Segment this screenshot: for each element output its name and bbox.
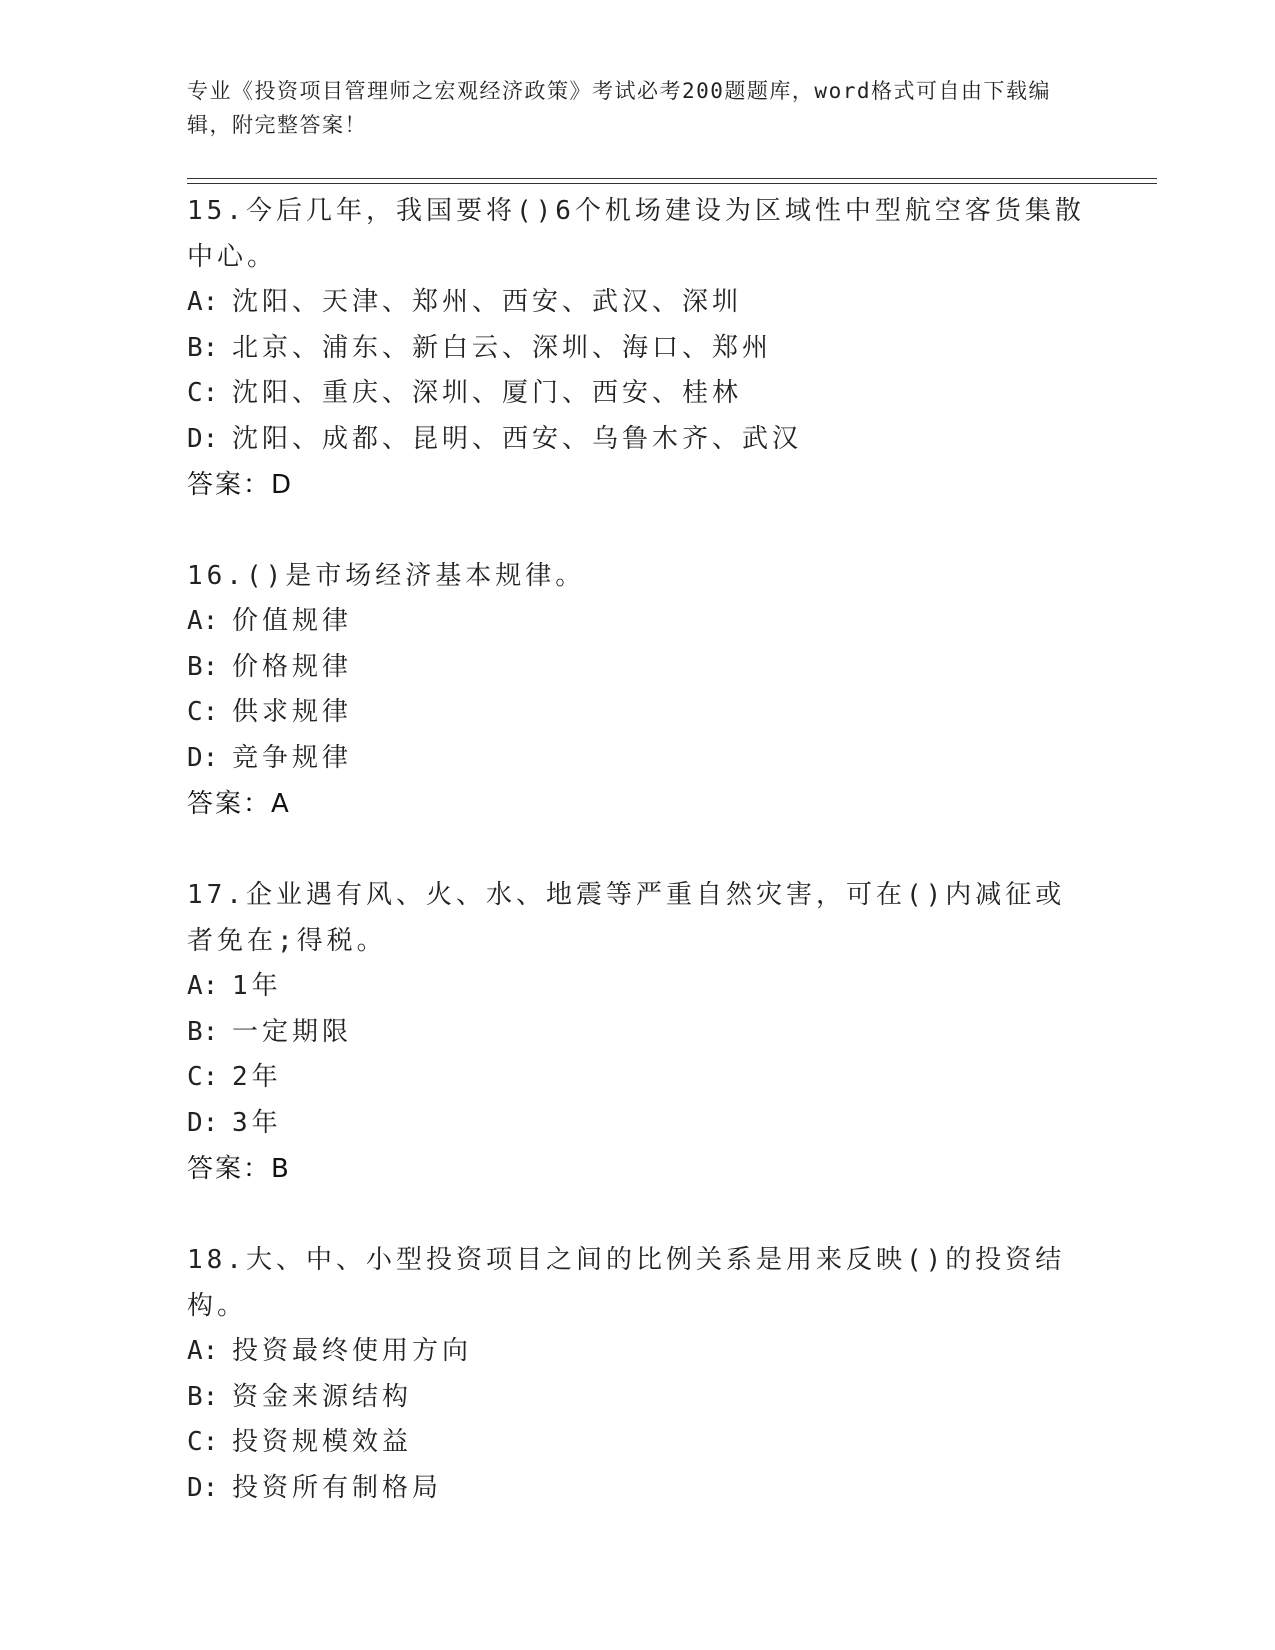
question-stem: 15.今后几年，我国要将()6个机场建设为区域性中型航空客货集散中心。 (187, 196, 1085, 272)
option-letter: A: (187, 1336, 219, 1366)
option-letter: C: (187, 697, 219, 727)
option-letter: A: (187, 971, 219, 1001)
option-letter: C: (187, 378, 219, 408)
option-b (187, 1375, 1087, 1421)
option-text: 沈阳、天津、郑州、西安、武汉、深圳 (232, 287, 743, 317)
option-a (187, 964, 1087, 1010)
option-d (187, 417, 1087, 463)
option-d (187, 1101, 1087, 1147)
option-letter: D: (187, 1472, 219, 1503)
option-letter: B: (187, 1381, 219, 1412)
option-letter: A: (187, 287, 219, 317)
option-letter: D: (187, 1107, 219, 1138)
option-text: 沈阳、成都、昆明、西安、乌鲁木齐、武汉 (232, 423, 803, 454)
question-15 (187, 188, 1087, 508)
option-letter: B: (187, 1016, 219, 1047)
option-text: 价格规律 (232, 651, 353, 682)
option-d (187, 1466, 1087, 1512)
option-letter: D: (187, 423, 219, 454)
option-text: 投资最终使用方向 (232, 1336, 473, 1366)
option-text: 竞争规律 (232, 742, 353, 773)
option-text: 一定期限 (232, 1016, 353, 1047)
question-16 (187, 553, 1087, 827)
document-header: 专业《投资项目管理师之宏观经济政策》考试必考200题题库，word格式可自由下载编辑，附完整答案！ (187, 79, 1051, 137)
option-text: 价值规律 (232, 606, 353, 636)
option-b (187, 1010, 1087, 1056)
question-list (187, 188, 1087, 1556)
question-stem: 16.()是市场经济基本规律。 (187, 561, 586, 591)
option-a (187, 599, 1087, 645)
option-c (187, 1055, 1087, 1101)
answer: 答案：A (187, 789, 291, 819)
option-text: 供求规律 (232, 697, 353, 727)
option-d (187, 736, 1087, 782)
option-text: 2年 (232, 1062, 282, 1092)
option-letter: B: (187, 651, 219, 682)
option-letter: B: (187, 332, 219, 363)
header-divider-bottom (187, 183, 1157, 184)
option-c (187, 1420, 1087, 1466)
question-stem: 17.企业遇有风、火、水、地震等严重自然灾害，可在()内减征或者免在;得税。 (187, 880, 1066, 956)
option-b (187, 326, 1087, 372)
option-letter: A: (187, 606, 219, 636)
option-text: 3年 (232, 1107, 282, 1138)
option-text: 1年 (232, 971, 282, 1001)
option-letter: C: (187, 1427, 219, 1457)
question-17 (187, 872, 1087, 1192)
option-c (187, 371, 1087, 417)
option-text: 投资规模效益 (232, 1427, 413, 1457)
option-text: 沈阳、重庆、深圳、厦门、西安、桂林 (232, 378, 743, 408)
answer: 答案：B (187, 1154, 291, 1184)
option-text: 北京、浦东、新白云、深圳、海口、郑州 (232, 332, 773, 363)
option-text: 资金来源结构 (232, 1381, 413, 1412)
option-a (187, 1329, 1087, 1375)
option-c (187, 690, 1087, 736)
option-letter: D: (187, 742, 219, 773)
answer: 答案：D (187, 470, 294, 500)
question-18 (187, 1237, 1087, 1511)
option-letter: C: (187, 1062, 219, 1092)
question-stem: 18.大、中、小型投资项目之间的比例关系是用来反映()的投资结构。 (187, 1245, 1066, 1321)
option-text: 投资所有制格局 (232, 1472, 443, 1503)
header-divider-top (187, 178, 1157, 179)
option-a (187, 280, 1087, 326)
option-b (187, 645, 1087, 691)
